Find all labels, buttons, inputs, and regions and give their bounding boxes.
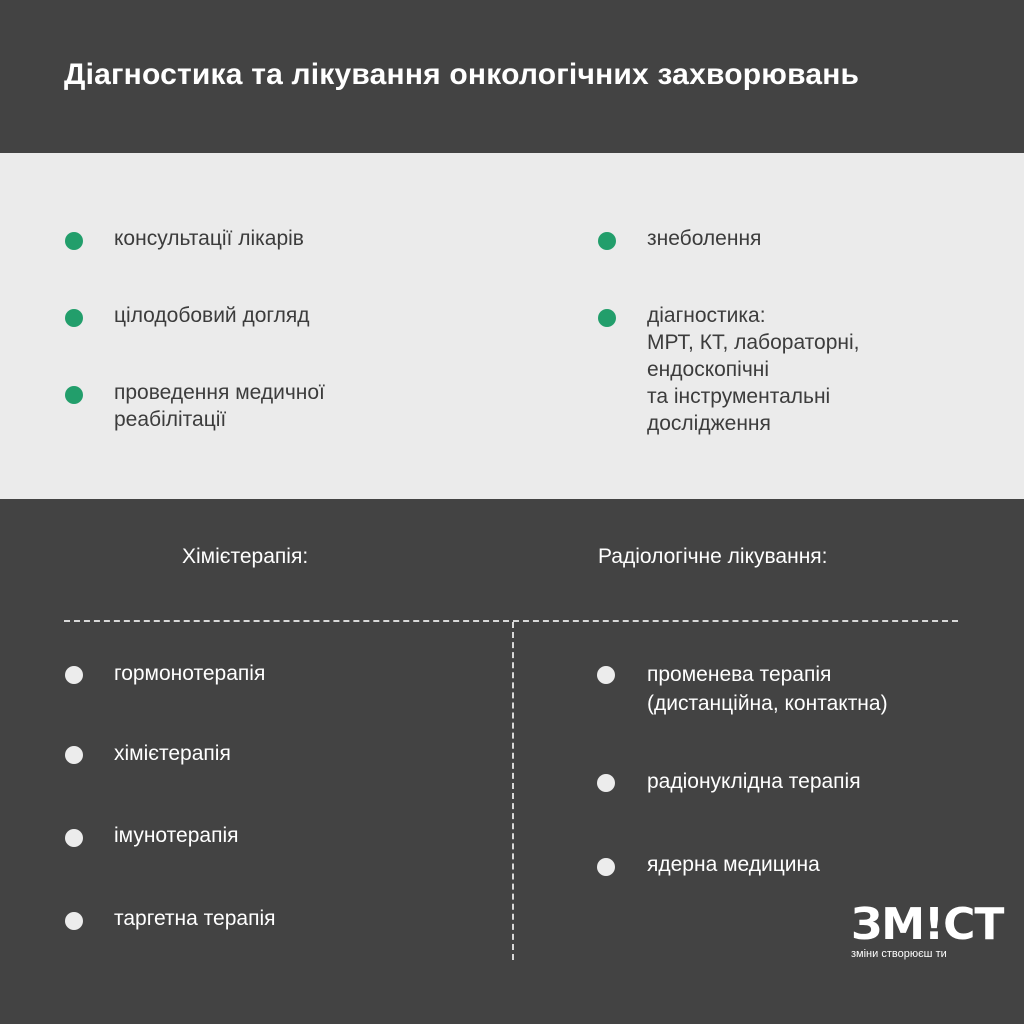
logo-tagline: зміни створюєш ти	[851, 948, 947, 960]
treatment-item-immuno: імунотерапія	[114, 824, 239, 847]
radiology-heading: Радіологічне лікування:	[598, 545, 828, 568]
logo-wordmark: ЗМ!СТ	[851, 899, 1004, 950]
white-dot-icon	[65, 746, 83, 764]
white-dot-icon	[65, 666, 83, 684]
treatment-item-nuclear: ядерна медицина	[647, 853, 820, 876]
treatment-item-radiation: променева терапія (дистанційна, контактна)	[647, 663, 888, 715]
header	[0, 0, 1024, 153]
horizontal-divider	[64, 620, 958, 622]
treatment-item-targeted: таргетна терапія	[114, 907, 276, 930]
white-dot-icon	[65, 912, 83, 930]
treatment-item-radionuclide: радіонуклідна терапія	[647, 770, 861, 793]
green-dot-icon	[598, 232, 616, 250]
vertical-divider	[512, 622, 514, 960]
white-dot-icon	[597, 666, 615, 684]
service-item-consultations: консультації лікарів	[114, 227, 304, 250]
chemotherapy-heading: Хімієтерапія:	[182, 545, 309, 568]
white-dot-icon	[65, 829, 83, 847]
white-dot-icon	[597, 858, 615, 876]
zmist-logo	[851, 899, 1004, 950]
service-item-diagnostics: діагностика: МРТ, КТ, лабораторні, ендоскопічні та інструментальні дослідження	[647, 304, 860, 435]
white-dot-icon	[597, 774, 615, 792]
service-item-rehabilitation: проведення медичної реабілітації	[114, 381, 325, 431]
service-item-anesthesia: знеболення	[647, 227, 762, 250]
green-dot-icon	[65, 309, 83, 327]
service-item-care: цілодобовий догляд	[114, 304, 310, 327]
green-dot-icon	[65, 386, 83, 404]
treatment-item-chemo: хімієтерапія	[114, 742, 231, 765]
green-dot-icon	[598, 309, 616, 327]
green-dot-icon	[65, 232, 83, 250]
page-title: Діагностика та лікування онкологічних захворювань	[64, 58, 860, 91]
treatment-item-hormone: гормонотерапія	[114, 662, 266, 685]
